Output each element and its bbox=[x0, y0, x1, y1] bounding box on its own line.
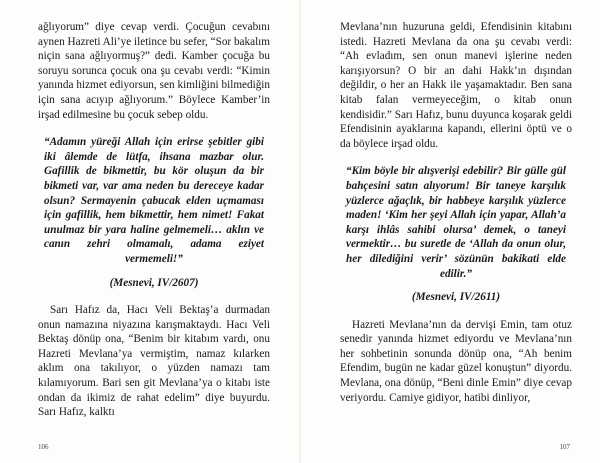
right-paragraph-2: Hazreti Mevlana’nın da dervişi Emin, tam otuz senedir yanında hizmet ediyordu ve Mevlana’nın her sohbetinin sonunda dönüp ona, “Ah benim Efendim, bugün ne kadar güzel konuştun” diyordu. Mevlana, ona dönüp, “Beni dinle Emin” diye cevap veriyordu. Camiye gidiyor, hatibi dinliyor, bbox=[340, 318, 572, 404]
left-paragraph-1: ağlıyorum” diye cevap verdi. Çocuğun cevabını aynen Hazreti Ali’ye iletince bu sefer, “Sor bakalım niçin sana ağlıyormuş?” dedi. Kamber çocuğa bu soruyu sorunca çocuk ona şu cevabı verdi: “Kimin yanında hizmet ediyorsun, sen kimliğini bilmediğin için sana acıyıp ağlıyorum.” Böylece Kamber’in irşad edilmesine bu çocuk sebep oldu. bbox=[38, 21, 270, 121]
right-paragraph-1: Mevlana’nın huzuruna geldi, Efendisinin kitabını istedi. Hazreti Mevlana da ona şu cevabı verdi: “Ah evladım, sen onun manevi işlerine neden karışıyorsun? O bir an dahi Hakk’ın dışından değildir, o her an Hakk ile yaşamaktadır. Ben sana kitab falan vermeyeceğim, o kitab onun kendisidir.” Sarı Hafız, bunu duyunca koşarak geldi Efendisinin ayaklarına kapandı, ellerini öptü ve o da böylece irşad oldu. bbox=[340, 21, 572, 150]
right-citation: (Mesnevi, IV/2611) bbox=[411, 291, 501, 304]
right-quote: “Kim böyle bir alışverişi edebilir? Bir gülle gül bahçesini satın alıyorum! Bir taneye karşılık yüzlerce ağaçlık, bir habbeye karşılık yüzlerce maden! ‘Kim her şeyi Allah için yapar, Allah’a karşı ihlâs sahibi olursa’ demek, o taneyi vermektir… bu suretle de ‘Allah da onun olur, her dilediğini verir’ sözünün bakikati elde edilir.” bbox=[346, 165, 566, 280]
spacer bbox=[340, 151, 572, 164]
spacer bbox=[340, 281, 572, 290]
spacer bbox=[38, 267, 270, 276]
right-page-number: 107 bbox=[559, 443, 570, 451]
right-page bbox=[340, 20, 572, 445]
spacer bbox=[340, 305, 572, 318]
left-paragraph-2: Sarı Hafız da, Hacı Veli Bektaş’a durmadan onun namazına niyazına karışmaktaydı. Hacı Veli Bektaş dönüp ona, “Benim bir kitabım vardı, onu Hazreti Mevlana’ya vermiştim, namaz kılarken aklım ona takılıyor, o yüzden namazı tam kılamıyorum. Bari sen git Mevlana’ya o kitabı iste ondan da ikimiz de rahat edelim” diye buyurdu. Sarı Hafız, kalktı bbox=[38, 304, 270, 419]
left-page bbox=[38, 20, 270, 445]
left-citation: (Mesnevi, IV/2607) bbox=[109, 276, 199, 289]
spacer bbox=[38, 290, 270, 303]
left-quote: “Adamın yüreği Allah için erirse şebitler gibi iki âlemde de lütfa, ihsana mazbar olur. Gafillik de bikmettir, bu kör oluşun da bir bikmeti var, var ama neden bu dereceye kadar olsun? Sermayenin çabucak elden uçmaması için gafillik, hem bikmettir, hem nimet! Fakat unulmaz bir yara haline gelmemeli… aklın ve canın zehri olmamalı, adama eziyet vermemeli!” bbox=[44, 136, 264, 265]
book-gutter bbox=[299, 0, 301, 463]
left-page-number: 106 bbox=[38, 443, 49, 451]
spacer bbox=[38, 122, 270, 135]
